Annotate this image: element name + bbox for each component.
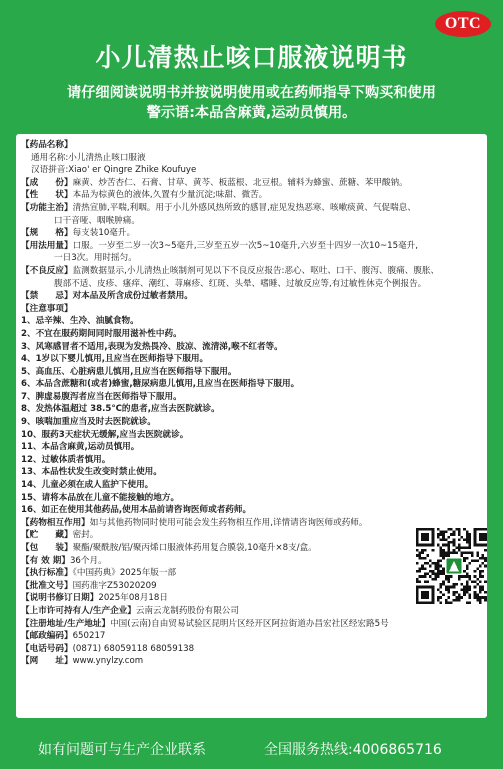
ingredients-text: 麻黄、炒苦杏仁、石膏、甘草、黄芩、板蓝根、北豆根。辅料为蜂蜜、蔗糖、苯甲酸钠。 [72, 177, 408, 188]
section-heading-precautions: 【注意事项】 [21, 303, 73, 314]
website-row [21, 655, 483, 668]
instructions-content [21, 139, 483, 668]
dosage-label: 【用法用量】 [21, 240, 73, 251]
interactions-label: 【药物相互作用】 [21, 517, 90, 528]
precaution-item: 5、高血压、心脏病患儿慎用,且应当在医师指导下服用。 [21, 366, 237, 377]
dosage-row [21, 240, 483, 253]
precaution-item: 1、忌辛辣、生冷、油腻食物。 [21, 316, 139, 327]
validity-label: 【有 效 期】 [21, 555, 70, 566]
standard-row [21, 567, 483, 580]
adverse-label: 【不良反应】 [21, 265, 73, 276]
phone-label: 【电话号码】 [21, 643, 73, 654]
precaution-item: 12、过敏体质者慎用。 [21, 454, 111, 465]
spec-row [21, 227, 483, 240]
pinyin-name: 汉语拼音:Xiao' er Qingre Zhike Koufuye [31, 165, 197, 176]
document-title: 小儿清热止咳口服液说明书 [95, 43, 408, 72]
postcode-text: 650217 [72, 631, 106, 642]
standard-text: 《中国药典》2025年版一部 [72, 568, 177, 579]
holder-label: 【上市许可持有人/生产企业】 [21, 605, 136, 616]
precaution-item: 6、本品含蔗糖和(或者)蜂蜜,糖尿病患儿慎用,且应当在医师指导下服用。 [21, 379, 300, 390]
indications-label: 【功能主治】 [21, 202, 73, 213]
instructions-panel [16, 134, 487, 718]
precaution-item: 14、儿童必须在成人监护下使用。 [21, 480, 154, 491]
contra-label: 【禁 忌】 [21, 291, 73, 302]
interactions-row [21, 517, 483, 530]
validity-text: 36个月。 [69, 555, 107, 566]
package-label: 【包 装】 [21, 543, 73, 553]
precaution-item: 4、1岁以下婴儿慎用,且应当在医师指导下服用。 [21, 354, 209, 365]
indications-row [21, 202, 483, 215]
approval-label: 【批准文号】 [21, 580, 73, 591]
address-label: 【注册地址/生产地址】 [21, 618, 111, 629]
phone-row [21, 643, 483, 656]
revision-row [21, 592, 483, 605]
precaution-item: 10、服药3天症状无缓解,应当去医院就诊。 [21, 429, 189, 440]
character-row [21, 189, 483, 202]
precaution-item: 13、本品性状发生改变时禁止使用。 [21, 467, 162, 478]
website-link: www.ynylzy.com [72, 656, 144, 667]
revision-text: 2025年08月18日 [98, 593, 168, 604]
character-label: 【性 状】 [21, 190, 73, 201]
character-text: 本品为棕黄色的液体,久置有少量沉淀;味甜、微苦。 [72, 190, 268, 201]
package-row [21, 542, 483, 555]
dosage-text-1: 口服。一岁至二岁一次3~5毫升,三岁至五岁一次5~10毫升,六岁至十四岁一次10~15毫升, [72, 240, 418, 251]
contra-text: 对本品及所含成份过敏者禁用。 [72, 291, 193, 302]
postcode-label: 【邮政编码】 [21, 631, 73, 642]
adverse-text-2: 腹部不适、皮疹、瘙痒、潮红、荨麻疹、红斑、头晕、嗜睡、过敏反应等,有过敏性休克个例报告。 [54, 278, 427, 289]
storage-label: 【贮 藏】 [21, 530, 73, 541]
indications-text-1: 清热宣肺,平喘,利咽。用于小儿外感风热所致的感冒,症见发热恶寒、咳嗽痰黄、气促喘息、 [72, 202, 416, 213]
footer-contact-text: 如有问题可与生产企业联系 [38, 742, 206, 758]
precaution-item: 8、发热体温超过 38.5°C的患者,应当去医院就诊。 [21, 404, 220, 415]
dosage-text-2: 一日3次。用时摇匀。 [54, 253, 137, 264]
ingredients-label: 【成 份】 [21, 177, 73, 188]
precaution-item: 11、本品含麻黄,运动员慎用。 [21, 442, 140, 453]
address-row [21, 618, 483, 631]
generic-name: 通用名称:小儿清热止咳口服液 [31, 152, 146, 163]
precaution-item: 15、请将本品放在儿童不能接触的地方。 [21, 492, 180, 503]
reading-instruction: 请仔细阅读说明书并按说明使用或在药师指导下购买和使用 [67, 85, 436, 101]
approval-row [21, 580, 483, 593]
footer-hotline: 全国服务热线:4006865716 [264, 742, 442, 758]
adverse-row [21, 265, 483, 278]
spec-text: 每支装10毫升。 [72, 228, 136, 239]
precaution-item: 16、如正在使用其他药品,使用本品前请咨询医师或者药师。 [21, 505, 252, 516]
precaution-item: 9、咳喘加重应当及时去医院就诊。 [21, 417, 156, 428]
contra-row [21, 290, 483, 303]
revision-label: 【说明书修订日期】 [21, 593, 99, 604]
spec-label: 【规 格】 [21, 228, 73, 239]
section-heading-drug-name: 【药品名称】 [21, 140, 73, 150]
storage-row [21, 529, 483, 542]
precaution-item: 3、风寒感冒者不适用,表现为发热畏冷、肢凉、流清涕,喉不红者等。 [21, 341, 283, 352]
interactions-text: 如与其他药物同时使用可能会发生药物相互作用,详情请咨询医师或药师。 [89, 517, 368, 528]
holder-row [21, 605, 483, 618]
qr-code-icon [416, 528, 487, 604]
ingredients-row [21, 177, 483, 190]
standard-label: 【执行标准】 [21, 568, 73, 579]
validity-row [21, 555, 483, 568]
precaution-item: 2、不宜在服药期间同时服用滋补性中药。 [21, 328, 182, 339]
precaution-item: 7、脾虚易腹泻者应当在医师指导下服用。 [21, 391, 182, 402]
storage-text: 密封。 [72, 530, 99, 541]
precautions-list [21, 315, 483, 517]
website-label: 【网 址】 [21, 656, 73, 667]
package-text: 聚酯/聚酰胺/铝/聚丙烯口服液体药用复合膜袋,10毫升×8支/盒。 [72, 543, 317, 553]
indications-text-2: 口干音哑、咽喉肿痛。 [54, 215, 140, 226]
address-text: 中国(云南)自由贸易试验区昆明片区经开区阿拉街道办昌宏社区经宏路5号 [110, 618, 389, 629]
holder-text: 云南云龙制药股份有限公司 [135, 605, 239, 616]
warning-text: 警示语:本品含麻黄,运动员慎用。 [146, 105, 357, 121]
phone-text: (0871) 68059118 68059138 [72, 643, 195, 654]
adverse-text-1: 监测数据显示,小儿清热止咳制剂可见以下不良反应报告:恶心、呕吐、口干、腹泻、腹痛、腹胀、 [72, 265, 440, 276]
approval-text: 国药准字Z53020209 [72, 580, 157, 591]
otc-badge: OTC [435, 11, 491, 37]
postcode-row [21, 630, 483, 643]
